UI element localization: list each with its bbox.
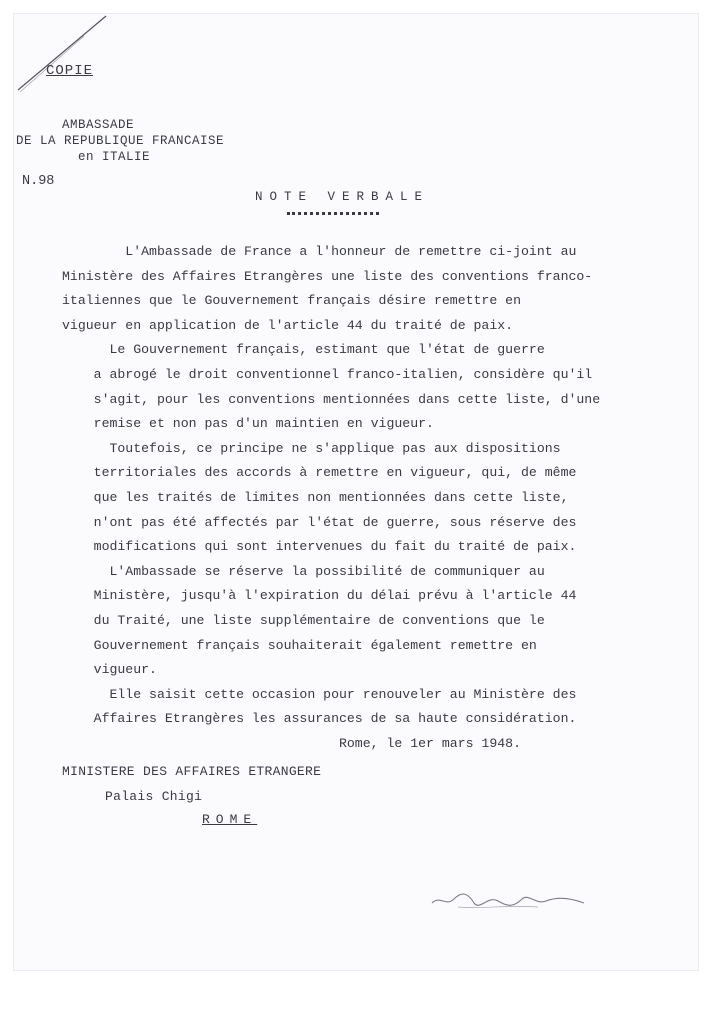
body-line: Rome, le 1er mars 1948. xyxy=(62,735,521,751)
body-line: vigueur. xyxy=(62,662,157,678)
body-line: Gouvernement français souhaiterait également remettre en xyxy=(62,637,537,653)
body-line: Le Gouvernement français, estimant que l'état de guerre xyxy=(62,342,545,358)
copie-label: COPIE xyxy=(46,63,94,79)
document-title: NOTE VERBALE xyxy=(255,190,430,204)
body-line: que les traités de limites non mentionnées dans cette liste, xyxy=(62,489,569,505)
body-line: Elle saisit cette occasion pour renouveler au Ministère des xyxy=(62,686,577,702)
body-line: s'agit, pour les conventions mentionnées dans cette liste, d'une xyxy=(62,391,601,407)
addressee-line-2: Palais Chigi xyxy=(105,789,203,804)
body-line: territoriales des accords à remettre en vigueur, qui, de même xyxy=(62,465,577,481)
body-line: remise et non pas d'un maintien en vigueur. xyxy=(62,416,434,432)
body-line: n'ont pas été affectés par l'état de guerre, sous réserve des xyxy=(62,514,577,530)
embassy-line-3: en ITALIE xyxy=(78,150,151,164)
body-line: Toutefois, ce principe ne s'applique pas aux dispositions xyxy=(62,440,561,456)
body-line: du Traité, une liste supplémentaire de conventions que le xyxy=(62,612,545,628)
corner-fold-mark xyxy=(14,14,109,94)
handwritten-signature xyxy=(428,885,588,915)
reference-number: N.98 xyxy=(22,174,55,189)
addressee-line-3: ROME xyxy=(202,812,258,827)
body-line: L'Ambassade de France a l'honneur de remettre ci-joint au xyxy=(62,244,577,259)
body-line: L'Ambassade se réserve la possibilité de communiquer au xyxy=(62,563,545,579)
addressee-line-1: MINISTERE DES AFFAIRES ETRANGERE xyxy=(62,764,322,779)
body-line: Ministère des Affaires Etrangères une liste des conventions franco- xyxy=(62,268,593,284)
note-body xyxy=(62,240,652,756)
title-underline xyxy=(287,212,379,215)
body-line: Ministère, jusqu'à l'expiration du délai prévu à l'article 44 xyxy=(62,588,577,604)
body-line: modifications qui sont intervenues du fait du traité de paix. xyxy=(62,539,577,555)
body-line: a abrogé le droit conventionnel franco-italien, considère qu'il xyxy=(62,366,593,382)
body-line: vigueur en application de l'article 44 du traité de paix. xyxy=(62,317,514,333)
body-line: italiennes que le Gouvernement français désire remettre en xyxy=(62,293,521,309)
embassy-line-2: DE LA REPUBLIQUE FRANCAISE xyxy=(16,134,225,148)
embassy-line-1: AMBASSADE xyxy=(62,118,135,132)
body-line: Affaires Etrangères les assurances de sa haute considération. xyxy=(62,711,577,727)
